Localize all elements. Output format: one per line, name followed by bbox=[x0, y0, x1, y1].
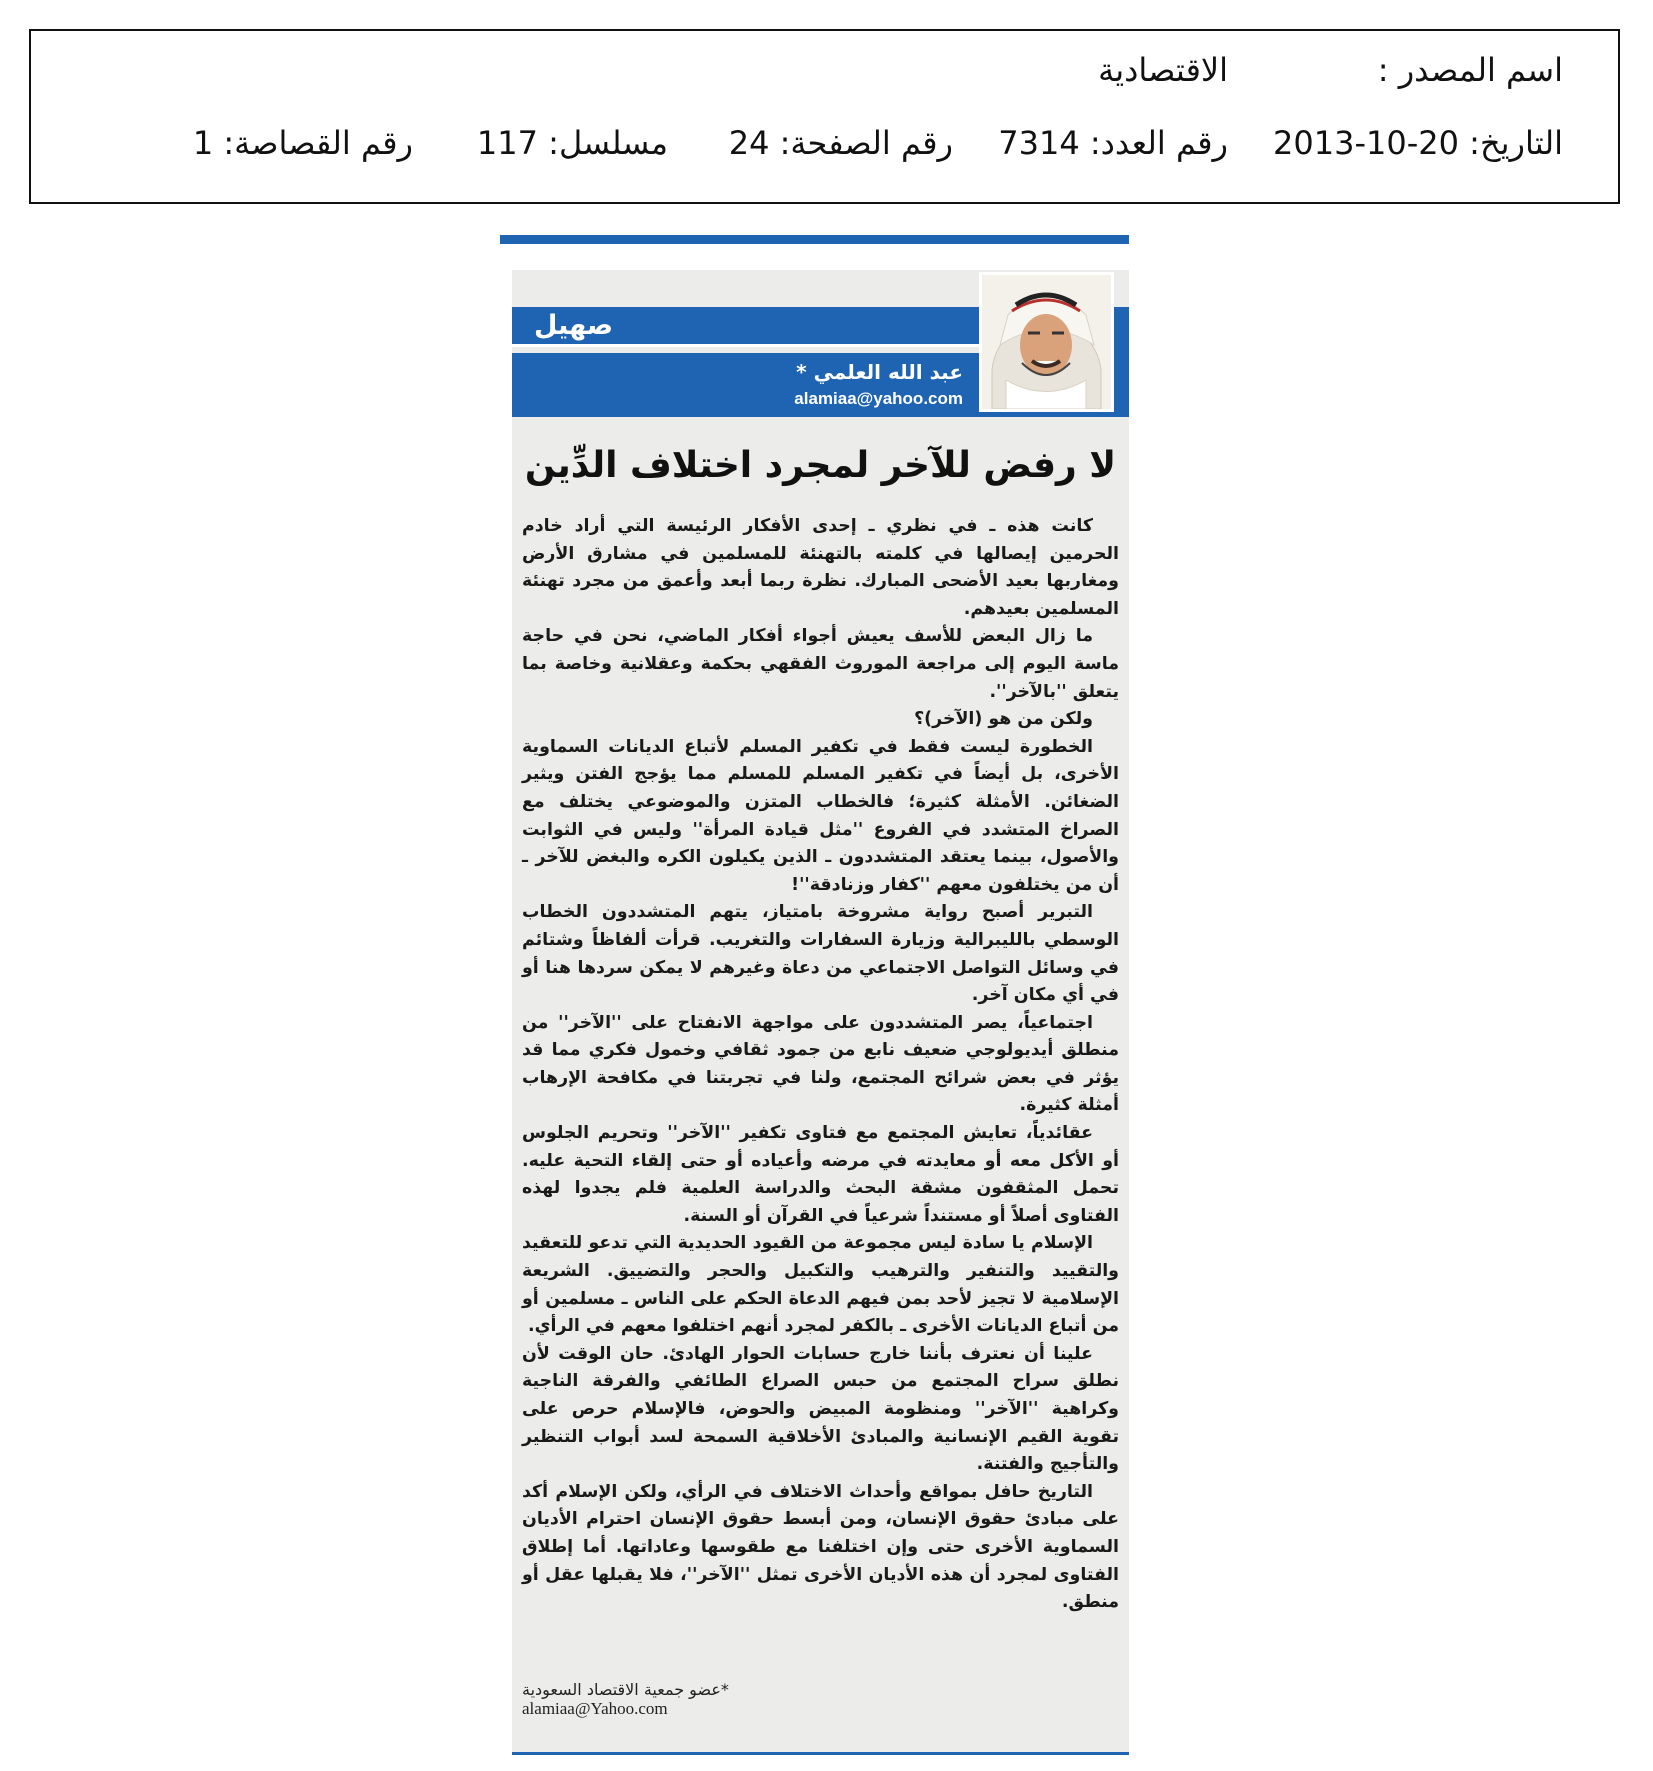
footnote-text: *عضو جمعية الاقتصاد السعودية bbox=[522, 1680, 729, 1699]
footnote-email: alamiaa@Yahoo.com bbox=[522, 1699, 668, 1718]
serial-field bbox=[477, 124, 668, 162]
paragraph: كانت هذه ـ في نظري ـ إحدى الأفكار الرئيسة التي أراد خادم الحرمين إيصالها في كلمته بالتهنئة للمسلمين في مشارق الأرض ومغاربها بعيد الأضحى المبارك. نظرة ربما أبعد وأعمق من مجرد تهنئة المسلمين بعيدهم. bbox=[522, 516, 1119, 619]
paragraph: ولكن من هو (الآخر)؟ bbox=[914, 709, 1093, 730]
clipping-top-rule bbox=[500, 235, 1129, 244]
newspaper-clipping bbox=[500, 235, 1132, 1755]
author-portrait-icon bbox=[982, 275, 1111, 409]
paragraph: الإسلام يا سادة ليس مجموعة من القيود الحديدية التي تدعو للتعقيد والتقييد والتنفير والترهيب والتكبيل والحجر والتضييق. الشريعة الإسلامية لا تجيز لأحد بمن فيهم الدعاة الحكم على الناس ـ مسلمين أو من أتباع الديانات الأخرى ـ بالكفر لمجرد أنهم اختلفوا معهم في الرأي. bbox=[522, 1233, 1119, 1337]
clip-field bbox=[193, 124, 413, 162]
clipping-bottom-rule bbox=[512, 1752, 1129, 1755]
paragraph: عقائدياً، تعايش المجتمع مع فتاوى تكفير ''الآخر'' وتحريم الجلوس أو الأكل معه أو معايدته في مرضه وأعياده أو حتى إلقاء التحية عليه. تحمل المثقفون مشقة البحث والدراسة العلمية فلم يجدوا لهذه الفتاوى أصلاً أو مستنداً شرعياً في القرآن أو السنة. bbox=[522, 1123, 1119, 1226]
source-info-box bbox=[29, 29, 1620, 204]
date-field bbox=[1273, 124, 1563, 162]
page-value: 24 bbox=[728, 124, 770, 162]
article-headline: لا رفض للآخر لمجرد اختلاف الدِّين bbox=[524, 445, 1117, 486]
clip-value: 1 bbox=[192, 124, 214, 162]
author-email: alamiaa@yahoo.com bbox=[794, 389, 963, 408]
clip-label: رقم القصاصة: bbox=[223, 124, 413, 162]
paragraph: اجتماعياً، يصر المتشددون على مواجهة الانفتاح على ''الآخر'' من منطلق أيديولوجي ضعيف نابع من جمود ثقافي وخمول فكري مما قد يؤثر في بعض شرائح المجتمع، ولنا في تجربتنا في مكافحة الإرهاب أمثلة كثيرة. bbox=[522, 1012, 1119, 1116]
column-banner bbox=[512, 307, 999, 347]
date-label: التاريخ: bbox=[1469, 124, 1563, 162]
source-label: اسم المصدر : bbox=[1377, 51, 1563, 89]
page-label: رقم الصفحة: bbox=[779, 124, 953, 162]
column-name: صهيل bbox=[534, 310, 614, 341]
issue-value: 7314 bbox=[998, 124, 1080, 162]
serial-value: 117 bbox=[476, 124, 538, 162]
paragraph: التبرير أصبح رواية مشروخة بامتياز، يتهم المتشددون الخطاب الوسطي بالليبرالية وزيارة السفارات والتغريب. قرأت ألفاظاً وشتائم في وسائل التواصل الاجتماعي من دعاة وغيرهم لا يمكن سردها هنا أو في أي مكان آخر. bbox=[522, 902, 1119, 1006]
paragraph: الخطورة ليست فقط في تكفير المسلم لأتباع الديانات السماوية الأخرى، بل أيضاً في تكفير المسلم للمسلم مما يؤجج الفتن ويثير الضغائن. الأمثلة كثيرة؛ فالخطاب المتزن والموضوعي يختلف مع الصراخ المتشدد في الفروع ''مثل قيادة المرأة'' وليس في الثوابت والأصول، بينما يعتقد المتشددون ـ الذين يكيلون الكره والبغض للآخر ـ أن من يختلفون معهم ''كفار وزنادقة''! bbox=[522, 736, 1119, 895]
page-field bbox=[729, 124, 953, 162]
article-body bbox=[522, 513, 1119, 1617]
author-name: عبد الله العلمي * bbox=[796, 360, 963, 384]
author-photo bbox=[979, 272, 1114, 412]
issue-label: رقم العدد: bbox=[1089, 124, 1228, 162]
serial-label: مسلسل: bbox=[548, 124, 668, 162]
issue-field bbox=[998, 124, 1228, 162]
source-value: الاقتصادية bbox=[1098, 51, 1228, 89]
date-value: 2013-10-20 bbox=[1273, 124, 1459, 162]
author-footnote bbox=[522, 1680, 1119, 1719]
paragraph: ما زال البعض للأسف يعيش أجواء أفكار الماضي، نحن في حاجة ماسة اليوم إلى مراجعة الموروث الفقهي بحكمة وعقلانية وخاصة بما يتعلق ''بالآخر''. bbox=[522, 626, 1119, 702]
paragraph: علينا أن نعترف بأننا خارج حسابات الحوار الهادئ. حان الوقت لأن نطلق سراح المجتمع من حبس الصراع الطائفي والفرقة الناجية وكراهية ''الآخر'' ومنظومة المبيض والحوض، فالإسلام حرص على تقوية القيم الإنسانية والمبادئ الأخلاقية السمحة لسد أبواب التنظير والتأجيج والفتنة. bbox=[522, 1343, 1119, 1475]
paragraph: التاريخ حافل بمواقع وأحداث الاختلاف في الرأي، ولكن الإسلام أكد على مبادئ حقوق الإنسان، ومن أبسط حقوق الإنسان احترام الأديان السماوية الأخرى حتى وإن اختلفنا مع طقوسها وعاداتها. أما إطلاق الفتاوى لمجرد أن هذه الأديان الأخرى تمثل ''الآخر''، فلا يقبلها عقل أو منطق. bbox=[522, 1481, 1119, 1613]
